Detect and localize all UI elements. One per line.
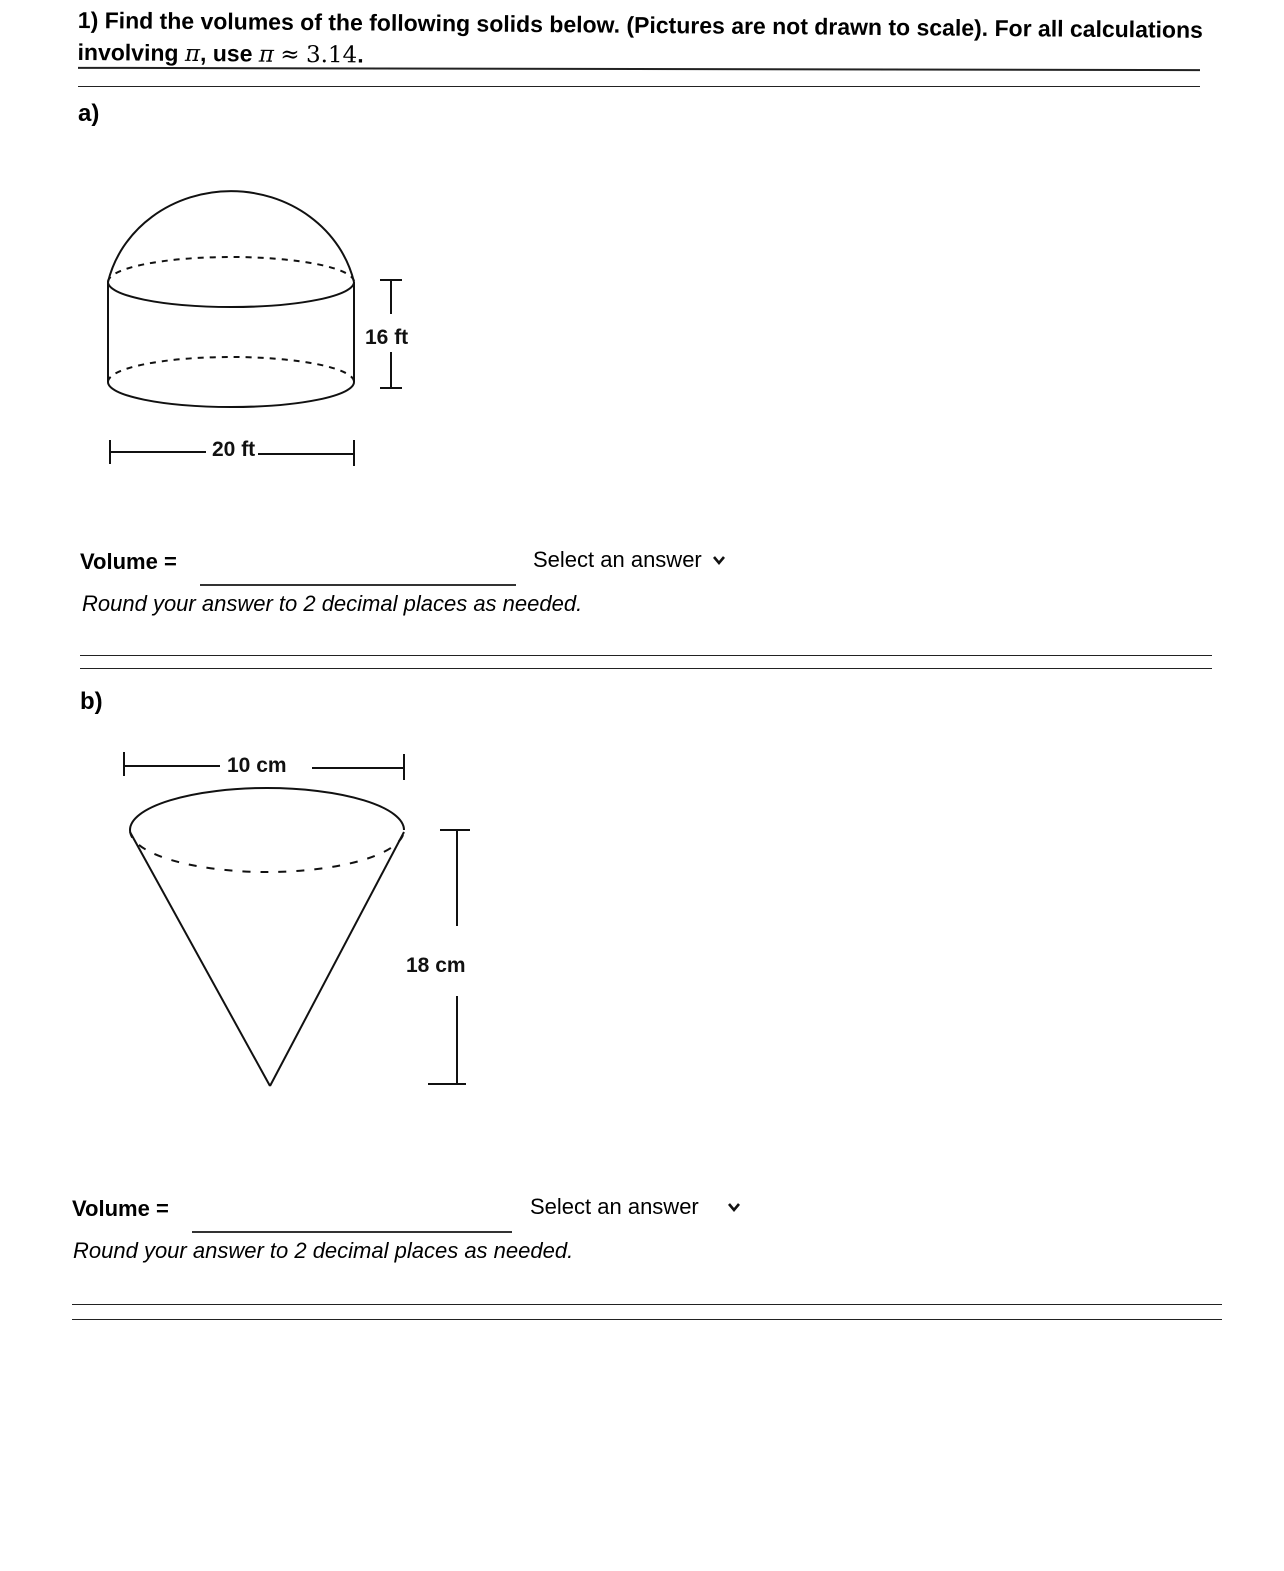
round-note-a: Round your answer to 2 decimal places as needed.	[82, 591, 583, 616]
question-end: .	[357, 41, 364, 68]
unit-select-a[interactable]	[533, 547, 726, 573]
chevron-down-icon	[712, 553, 726, 567]
volume-input-b[interactable]	[192, 1203, 512, 1233]
volume-input-a[interactable]	[200, 556, 516, 586]
unit-select-a-label: Select an answer	[533, 547, 702, 572]
pi-symbol-2: π	[258, 41, 275, 68]
bottom-ellipse-front	[108, 382, 354, 407]
bottom-ellipse-back	[108, 357, 354, 382]
divider-top-2	[78, 86, 1200, 87]
part-b-figure	[110, 740, 490, 1100]
volume-label-b: Volume =	[72, 1196, 169, 1221]
pi-symbol: π	[184, 40, 201, 68]
unit-select-b[interactable]	[530, 1194, 741, 1220]
diameter-label-a: 20 ft	[212, 438, 256, 461]
divider-mid-1	[80, 655, 1212, 656]
part-b-label: b)	[80, 688, 103, 715]
unit-select-b-label: Select an answer	[530, 1194, 699, 1219]
question-middle: , use	[199, 40, 259, 67]
cone-rim-front	[130, 830, 404, 872]
divider-bottom-1	[72, 1304, 1222, 1305]
divider-bottom-2	[72, 1319, 1222, 1320]
diameter-label-b: 10 cm	[227, 754, 287, 777]
approx-symbol: ≈	[280, 41, 300, 68]
top-ellipse-back	[108, 257, 354, 282]
part-a-figure	[100, 150, 440, 480]
volume-label-a: Volume =	[80, 549, 177, 574]
cone-left-side	[130, 832, 270, 1086]
round-note-b: Round your answer to 2 decimal places as needed.	[73, 1238, 574, 1263]
height-label-a: 16 ft	[365, 326, 409, 349]
top-ellipse-front	[108, 282, 354, 307]
hemisphere-dome	[108, 191, 354, 282]
height-label-b: 18 cm	[406, 954, 466, 977]
part-a-label: a)	[78, 100, 100, 127]
chevron-down-icon	[727, 1200, 741, 1214]
question-prefix: 1) Find the volumes of the following solids below. (Pictures are not drawn to scale). For all calculations involving	[77, 6, 1203, 66]
cone-rim-back	[130, 788, 404, 830]
divider-mid-2	[80, 668, 1212, 669]
pi-value: 3.14	[305, 41, 358, 69]
cone-right-side	[270, 832, 404, 1086]
